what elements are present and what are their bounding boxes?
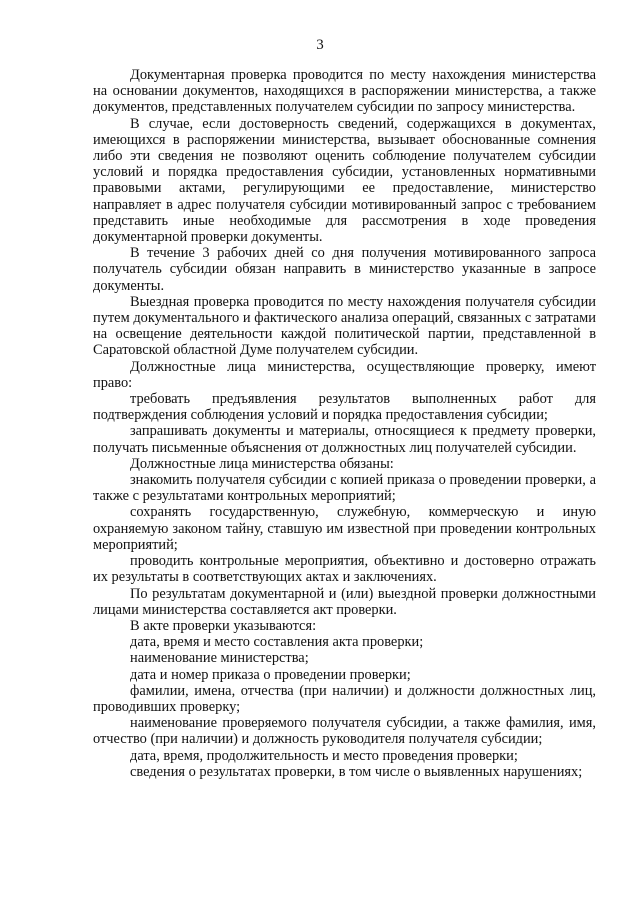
paragraph: знакомить получателя субсидии с копией приказа о проведении проверки, а также с результатами контрольных мероприятий; — [93, 472, 596, 505]
paragraph: В акте проверки указываются: — [130, 617, 317, 634]
paragraph: Должностные лица министерства, осуществляющие проверку, имеют право: — [93, 358, 596, 391]
paragraph: Документарная проверка проводится по месту нахождения министерства на основании документов, находящихся в распоряжении министерства, а также документов, представленных получателем субсидии по запросу министерства. — [93, 67, 596, 116]
paragraph: дата, время и место составления акта проверки; — [130, 634, 424, 651]
paragraph: По результатам документарной и (или) выездной проверки должностными лицами министерства составляется акт проверки. — [93, 585, 596, 618]
paragraph: наименование проверяемого получателя субсидии, а также фамилия, имя, отчество (при наличии) и должность руководителя получателя субсидии; — [93, 715, 596, 748]
paragraph: запрашивать документы и материалы, относящиеся к предмету проверки, получать письменные объяснения от должностных лиц получателей субсидии. — [93, 423, 596, 456]
paragraph: Выездная проверка проводится по месту нахождения получателя субсидии путем документального и фактического анализа операций, связанных с затратами на освещение деятельности каждой политической партии, представленной в Саратовской областной Думе получателем субсидии. — [93, 293, 596, 359]
page-number: 3 — [316, 37, 324, 53]
paragraph: дата, время, продолжительность и место проведения проверки; — [130, 747, 518, 764]
paragraph: В случае, если достоверность сведений, содержащихся в документах, имеющихся в распоряжении министерства, вызывает обоснованные сомнения либо эти сведения не позволяют оценить соблюдение получателем субсидии условий и порядка предоставления субсидии, установленных нормативными правовыми актами, регулирующими ее предоставление, министерство направляет в адрес получателя субсидии мотивированный запрос с требованием представить иные необходимые для рассмотрения в ходе проведения документарной проверки документы. — [93, 115, 596, 246]
paragraph: В течение 3 рабочих дней со дня получения мотивированного запроса получатель субсидии обязан направить в министерство указанные в запросе документы. — [93, 245, 596, 294]
document-body — [93, 67, 596, 780]
paragraph: дата и номер приказа о проведении проверки; — [130, 666, 411, 683]
paragraph: Должностные лица министерства обязаны: — [130, 455, 394, 472]
paragraph: сохранять государственную, служебную, коммерческую и иную охраняемую законом тайну, ставшую им известной при проведении контрольных мероприятий; — [93, 504, 596, 553]
paragraph: сведения о результатах проверки, в том числе о выявленных нарушениях; — [130, 763, 583, 780]
paragraph: наименование министерства; — [130, 650, 309, 667]
paragraph: проводить контрольные мероприятия, объективно и достоверно отражать их результаты в соответствующих актах и заключениях. — [93, 553, 596, 586]
paragraph: требовать предъявления результатов выполненных работ для подтверждения соблюдения условий и порядка предоставления субсидии; — [93, 391, 596, 424]
paragraph: фамилии, имена, отчества (при наличии) и должности должностных лиц, проводивших проверку; — [93, 682, 596, 715]
